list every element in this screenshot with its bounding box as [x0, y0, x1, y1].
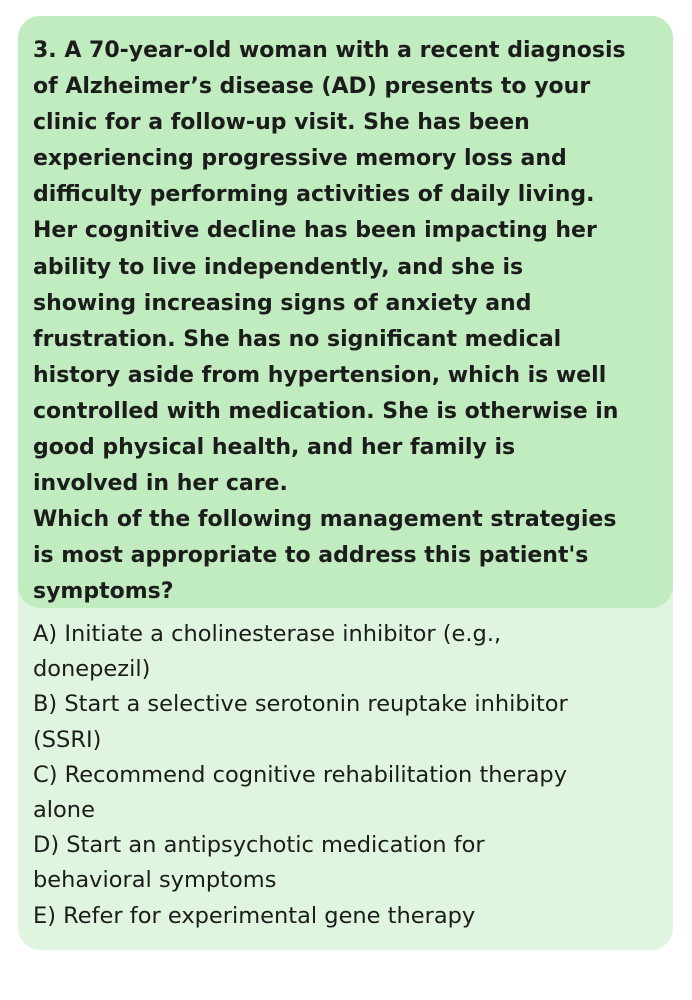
option-a[interactable]: A) Initiate a cholinesterase inhibitor (e.g., donepezil)	[33, 621, 502, 683]
option-e[interactable]: E) Refer for experimental gene therapy	[33, 902, 476, 929]
option-b[interactable]: B) Start a selective serotonin reuptake inhibitor (SSRI)	[33, 691, 568, 753]
answer-options	[33, 617, 663, 934]
option-c[interactable]: C) Recommend cognitive rehabilitation therapy alone	[33, 761, 568, 824]
question-text: 3. A 70-year-old woman with a recent diagnosis of Alzheimer’s disease (AD) presents to your clinic for a follow-up visit. She has been experiencing progressive memory loss and difficulty performing activities of daily living. Her cognitive decline has been impacting her ability to live independently, and she is showing increasing signs of anxiety and frustration. She has no significant medical history aside from hypertension, which is well controlled with medication. She is otherwise in good physical health, and her family is involved in her care. Which of the following management strategies is most appropriate to address this patient's symptoms?	[33, 38, 626, 605]
question-panel	[18, 16, 673, 608]
option-d[interactable]: D) Start an antipsychotic medication for behavioral symptoms	[33, 832, 485, 894]
